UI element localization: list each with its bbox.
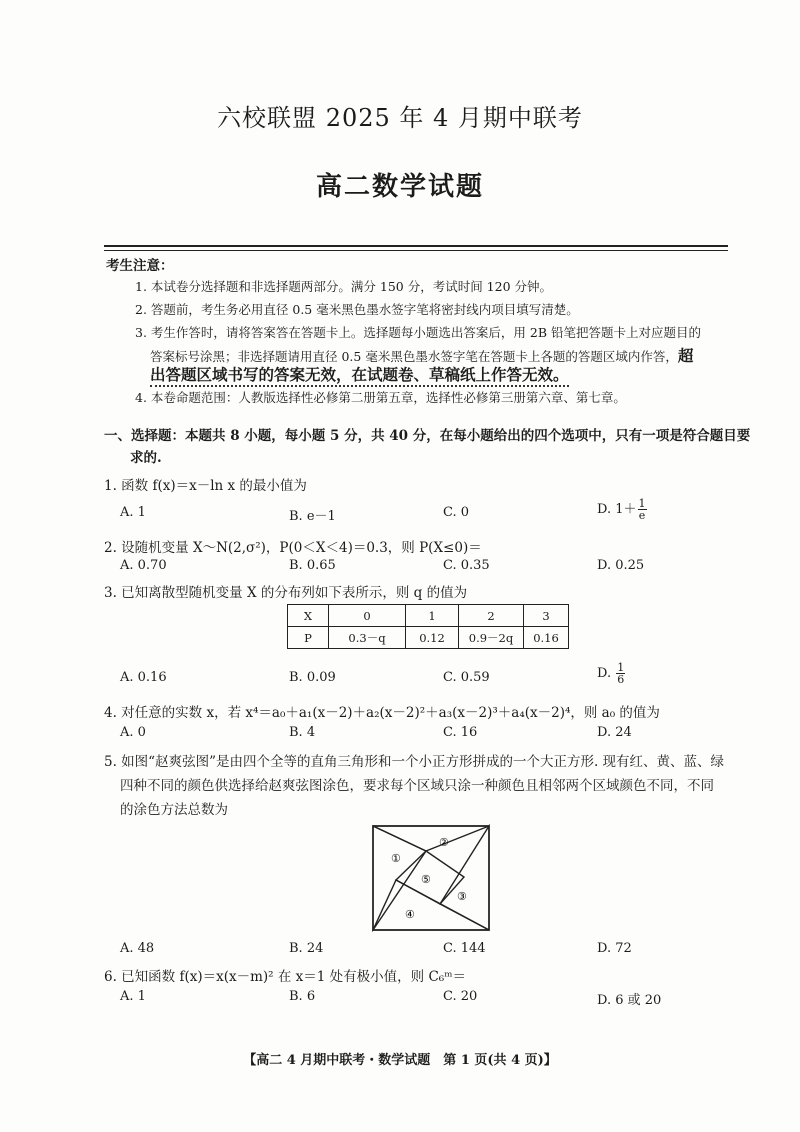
outer-square [373,826,489,930]
q5-option-a: A. 48 [120,941,155,956]
question-2-stem: 2. 设随机变量 X～N(2,σ²)，P(0＜X＜4)＝0.3，则 P(X≤0)＝ [104,540,482,556]
q3-option-a: A. 0.16 [120,670,167,685]
section-heading-cont: 求的. [130,450,162,466]
q5-option-c: C. 144 [443,941,486,956]
q1-option-a: A. 1 [120,505,146,520]
triangle-region-2 [373,826,489,851]
table-row [288,605,569,627]
q3-option-d-fraction [616,662,625,685]
q6-option-d: D. 6 或 20 [597,993,662,1008]
q6-option-b: B. 6 [289,989,316,1004]
fraction-denominator: e [638,509,646,522]
table-cell: P [288,627,329,649]
question-3-stem: 3. 已知离散型随机变量 X 的分布列如下表所示，则 q 的值为 [104,585,468,601]
q6-option-c: C. 20 [443,989,478,1004]
table-cell: 2 [459,605,524,627]
table-cell: 0.12 [406,627,459,649]
q4-option-b: B. 4 [289,725,316,740]
exam-title: 六校联盟 2025 年 4 月期中联考 [217,104,583,132]
q3-option-b: B. 0.09 [289,670,336,685]
table-cell: X [288,605,329,627]
q4-option-d: D. 24 [597,725,632,740]
region-label-2: ② [439,836,449,849]
q2-option-d: D. 0.25 [597,558,645,573]
notice-item-1: 1. 本试卷分选择题和非选择题两部分。满分 150 分，考试时间 120 分钟。 [135,279,553,294]
table-cell: 0.3－q [329,627,406,649]
q2-option-a: A. 0.70 [120,558,167,573]
region-label-1: ① [391,852,401,865]
exam-subtitle: 高二数学试题 [315,172,484,202]
region-label-5: ⑤ [421,873,431,886]
table-cell: 1 [406,605,459,627]
zhao-shuang-diagram [371,824,493,934]
question-6-stem: 6. 已知函数 f(x)＝x(x－m)² 在 x＝1 处有极小值，则 C₆ᵐ＝ [104,969,466,985]
q2-option-b: B. 0.65 [289,558,336,573]
q5-option-d: D. 72 [597,941,632,956]
q1-option-b: B. e－1 [289,509,336,524]
notice-item-3-emph: 超 [677,346,694,365]
page-footer: 【高二 4 月期中联考・数学试题 第 1 页(共 4 页)】 [243,1053,557,1068]
table-cell: 0.16 [524,627,569,649]
table-cell: 3 [524,605,569,627]
divider-thin [104,250,728,251]
table-cell: 0.9－2q [459,627,524,649]
q3-option-d [597,662,625,685]
question-5-line-1: 5. 如图“赵爽弦图”是由四个全等的直角三角形和一个小正方形拼成的一个大正方形. 现有红、黄、蓝、绿 [104,754,725,770]
notice-item-4: 4. 本卷命题范围：人教版选择性必修第二册第五章，选择性必修第三册第六章、第七章。 [135,390,626,405]
fraction-numerator: 1 [638,497,646,510]
q4-option-c: C. 16 [443,725,478,740]
fraction-numerator: 1 [617,661,625,674]
q2-option-c: C. 0.35 [443,558,490,573]
question-5-line-3: 的涂色方法总数为 [120,802,228,818]
triangle-region-1 [373,826,426,930]
notice-item-2: 2. 答题前，考生务必用直径 0.5 毫米黑色墨水签字笔将密封线内项目填写清楚。 [135,302,579,317]
q1-option-c: C. 0 [443,505,470,520]
region-label-4: ④ [405,908,415,921]
q1-option-d [597,498,647,521]
table-row [288,627,569,649]
notice-item-3-text: 答案标号涂黑；非选择题请用直径 0.5 毫米黑色墨水签字笔在答题卡上各题的答题区域内作答， [150,349,678,364]
question-5-line-2: 四种不同的颜色供选择给赵爽弦图涂色，要求每个区域只涂一种颜色且相邻两个区域颜色不同，不同 [120,778,714,794]
question-4-stem: 4. 对任意的实数 x，若 x⁴＝a₀＋a₁(x－2)＋a₂(x－2)²＋a₃(x－2)³＋a₄(x－2)⁴，则 a₀ 的值为 [104,705,660,721]
notice-item-3-emph-line [150,363,569,385]
section-heading: 一、选择题：本题共 8 小题，每小题 5 分，共 40 分，在每小题给出的四个选项中，只有一项是符合题目要 [104,428,751,444]
notice-item-3: 3. 考生作答时，请将答案答在答题卡上。选择题每小题选出答案后，用 2B 铅笔把答题卡上对应题目的 [135,325,701,340]
q6-option-a: A. 1 [120,989,146,1004]
q1-option-d-fraction [638,498,647,521]
q3-option-d-prefix: D. [597,666,616,681]
region-label-3: ③ [457,890,467,903]
question-1-stem: 1. 函数 f(x)＝x－ln x 的最小值为 [104,478,307,494]
fraction-denominator: 6 [617,673,625,686]
distribution-table [287,604,569,649]
table-cell: 0 [329,605,406,627]
q1-option-d-prefix: D. 1＋ [597,502,637,517]
q5-option-b: B. 24 [289,941,324,956]
notice-heading: 考生注意： [106,258,174,274]
q4-option-a: A. 0 [120,725,146,740]
notice-emphasis: 出答题区域书写的答案无效，在试题卷、草稿纸上作答无效。 [150,365,569,387]
divider-thick [104,245,728,247]
q3-option-c: C. 0.59 [443,670,490,685]
